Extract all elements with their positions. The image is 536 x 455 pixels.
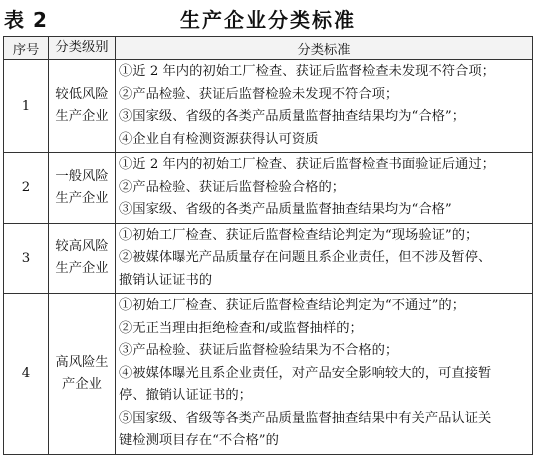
- table-row: [4, 294, 533, 455]
- table-row: [4, 153, 533, 224]
- header-level: 分类级别: [49, 37, 116, 60]
- standard-line: 停、撤销认证证书的；: [119, 388, 252, 403]
- table-title: 生产企业分类标准: [180, 8, 356, 32]
- standard-line: ④被媒体曝光且系企业责任，对产品安全影响较大的，可直接暂: [119, 365, 492, 381]
- row-level: [49, 294, 116, 455]
- header-row: [4, 37, 533, 60]
- title-row: [0, 0, 536, 34]
- standard-line: ①近 2 年内的初始工厂检查、获证后监督检查未发现不符合项；: [119, 64, 495, 79]
- header-standard: 分类标准: [116, 37, 533, 60]
- standard-line: ①初始工厂检查、获证后监督检查结论判定为“不通过”的；: [119, 298, 466, 313]
- standard-line: ①近 2 年内的初始工厂检查、获证后监督检查书面验证后通过；: [119, 157, 495, 172]
- level-text: 较低风险生产企业: [55, 87, 109, 124]
- row-no: 2: [4, 153, 49, 224]
- standard-line: ③产品检验、获证后监督检验结果为不合格的；: [119, 343, 399, 358]
- standard-line: ①初始工厂检查、获证后监督检查结论判定为“现场验证”的；: [119, 227, 479, 243]
- row-no: 3: [4, 223, 49, 294]
- row-standard: [116, 60, 533, 153]
- row-level: [49, 60, 116, 153]
- row-level: [49, 223, 116, 294]
- row-level: [49, 153, 116, 224]
- row-no: 4: [4, 294, 49, 455]
- table-number: 表 2: [4, 8, 48, 32]
- standard-line: ④企业自有检测资源获得认可资质: [119, 131, 319, 147]
- standard-line: ⑤国家级、省级等各类产品质量监督抽查结果中有关产品认证关: [119, 410, 492, 426]
- standard-line: ②被媒体曝光产品质量存在问题且系企业责任，但不涉及暂停、: [119, 250, 492, 265]
- level-text: 一般风险生产企业: [55, 168, 109, 206]
- level-text: 较高风险生产企业: [55, 239, 109, 277]
- standard-line: 键检测项目存在“不合格”的: [119, 433, 279, 448]
- table-row: [4, 60, 533, 153]
- level-text: 高风险生产企业: [55, 354, 109, 392]
- standard-line: ③国家级、省级的各类产品质量监督抽查结果均为“合格”: [119, 202, 452, 217]
- row-no: 1: [4, 60, 49, 153]
- row-standard: [116, 294, 533, 455]
- header-no: 序号: [4, 37, 49, 60]
- classification-table: [3, 36, 533, 455]
- standard-line: ②无正当理由拒绝检查和/或监督抽样的；: [119, 320, 363, 336]
- row-standard: [116, 223, 533, 294]
- standard-line: ②产品检验、获证后监督检验合格的；: [119, 179, 346, 195]
- row-standard: [116, 153, 533, 224]
- standard-line: ②产品检验、获证后监督检验未发现不符合项；: [119, 86, 399, 102]
- table-row: [4, 223, 533, 294]
- standard-line: ③国家级、省级的各类产品质量监督抽查结果均为“合格”；: [119, 109, 466, 124]
- standard-line: 撤销认证证书的: [119, 272, 213, 288]
